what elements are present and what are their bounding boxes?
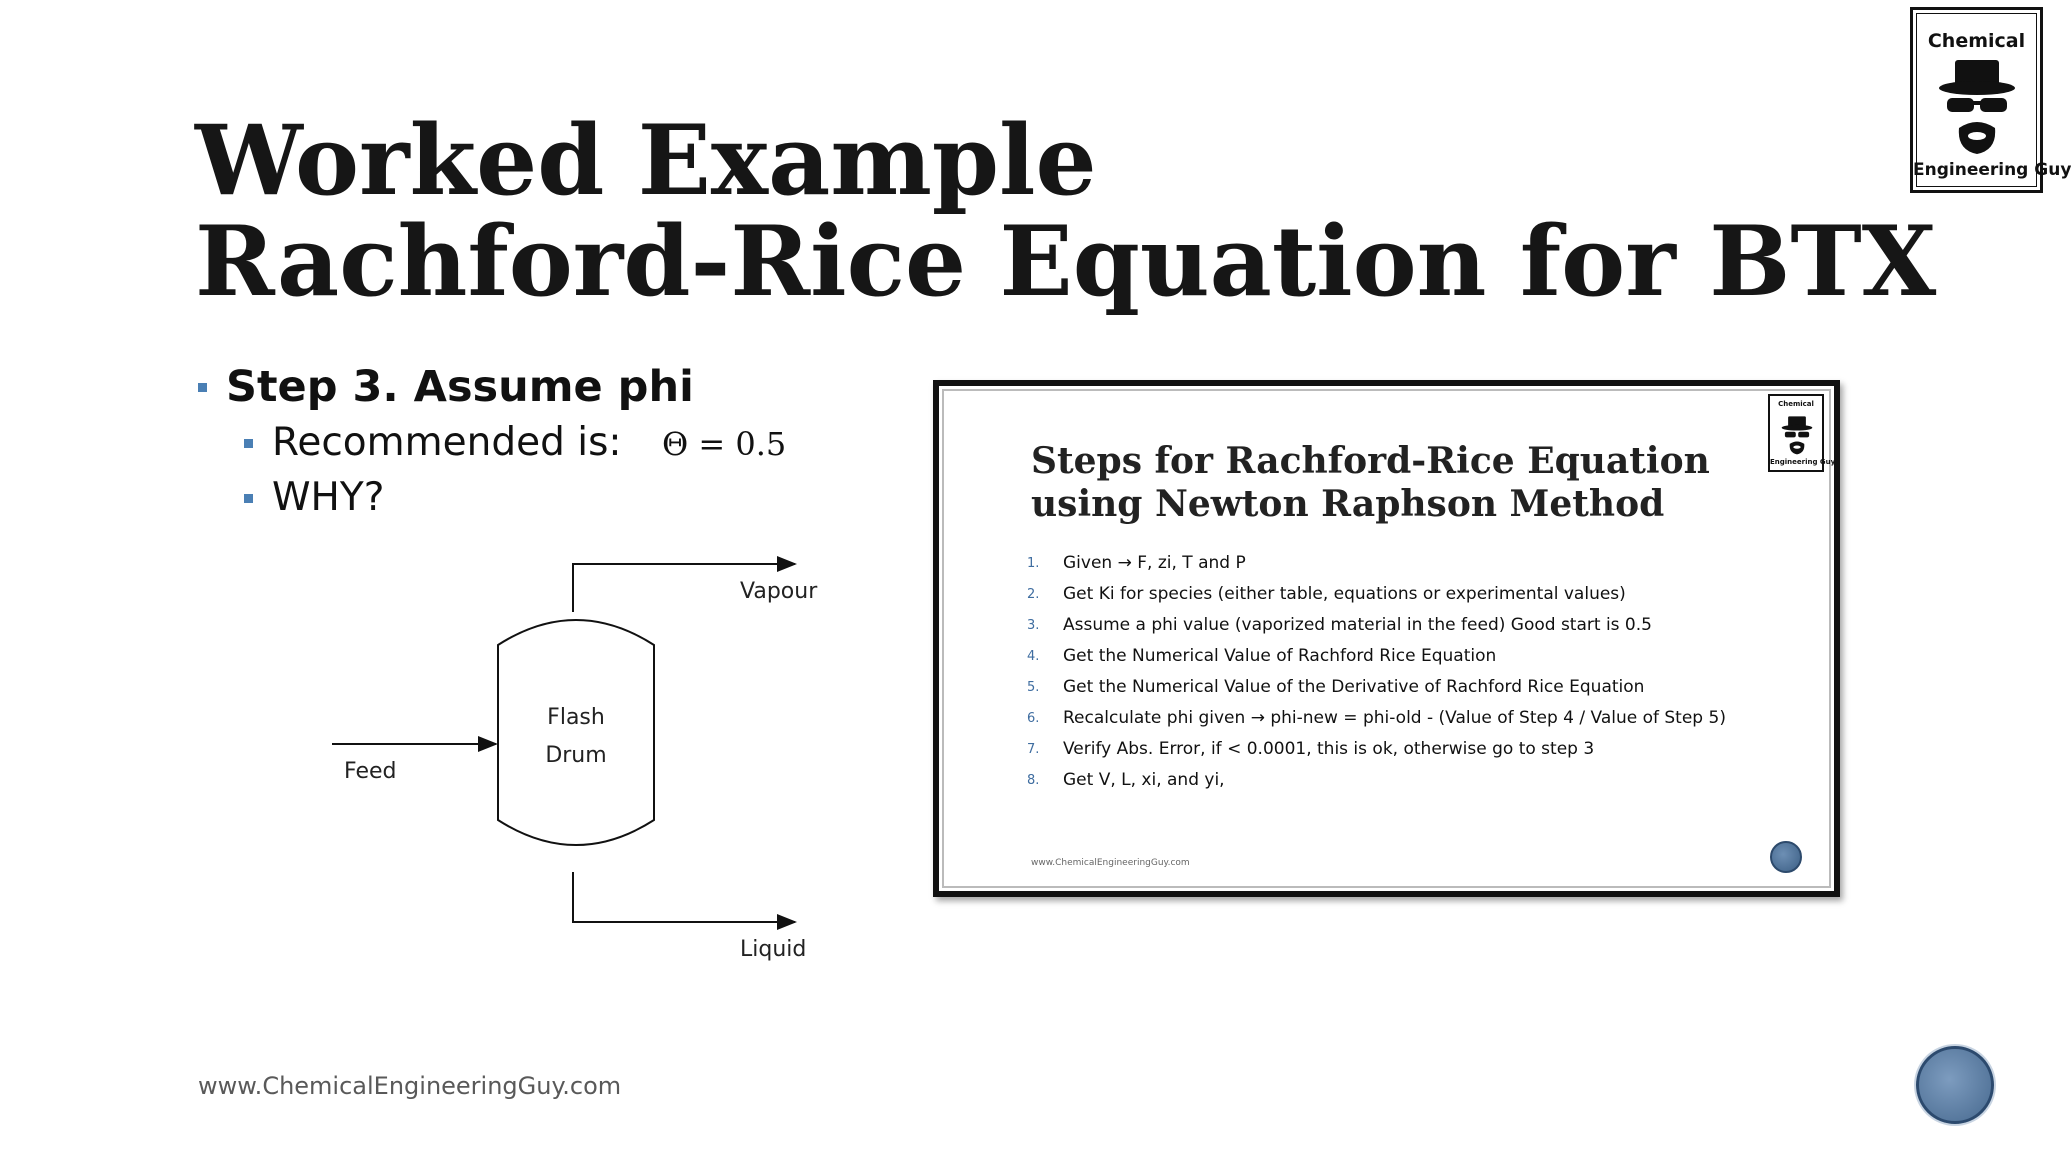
list-item — [1027, 610, 1726, 641]
step-text: Get the Numerical Value of the Derivative of Rachford Rice Equation — [1063, 677, 1645, 697]
sub-bullet-recommended-text: Recommended is: — [272, 420, 622, 465]
vessel-label-flash: Flash — [547, 705, 605, 730]
list-item — [1027, 641, 1726, 672]
step-text: Get the Numerical Value of Rachford Rice Equation — [1063, 646, 1497, 666]
vapour-label: Vapour — [740, 579, 818, 604]
logo-text-top: Chemical — [1927, 30, 2026, 52]
sub-bullet-why — [196, 471, 786, 525]
step-number: 3. — [1027, 618, 1040, 633]
step-text: Assume a phi value (vaporized material in the feed) Good start is 0.5 — [1063, 615, 1652, 635]
list-item — [1027, 579, 1726, 610]
step-number: 5. — [1027, 680, 1040, 695]
inset-logo-text-bottom: Engineering Guy — [1770, 458, 1836, 466]
inset-title-line-2: using Newton Raphson Method — [1031, 483, 1665, 525]
inset-title-line-1: Steps for Rachford-Rice Equation — [1031, 440, 1710, 482]
title-line-2: Rachford-Rice Equation for BTX — [195, 205, 1937, 318]
chemical-engineering-guy-logo — [1910, 7, 2071, 193]
step-text: Given → F, zi, T and P — [1063, 553, 1246, 573]
step-number: 4. — [1027, 649, 1040, 664]
step-text: Recalculate phi given → phi-new = phi-old - (Value of Step 4 / Value of Step 5) — [1063, 708, 1726, 728]
step-text: Verify Abs. Error, if < 0.0001, this is ok, otherwise go to step 3 — [1063, 739, 1595, 759]
step-text: Get V, L, xi, and yi, — [1063, 770, 1225, 790]
list-item — [1027, 703, 1726, 734]
flash-drum-diagram — [320, 550, 840, 970]
slide-title — [195, 104, 1937, 318]
step-text: Get Ki for species (either table, equations or experimental values) — [1063, 584, 1626, 604]
liquid-outlet-line — [573, 872, 795, 922]
heisenberg-icon — [1937, 54, 2017, 158]
bullet-marker-icon — [244, 494, 253, 503]
inset-slide-image — [933, 380, 1840, 897]
sub-bullet-why-text: WHY? — [272, 475, 385, 520]
inset-logo-text-top: Chemical — [1778, 400, 1814, 408]
list-item — [1027, 765, 1726, 796]
inset-logo — [1768, 394, 1836, 472]
list-item — [1027, 734, 1726, 765]
feed-label: Feed — [344, 759, 397, 784]
inset-steps-list — [1027, 548, 1726, 796]
vessel-label-drum: Drum — [545, 743, 607, 768]
sub-bullet-recommended — [196, 416, 786, 471]
title-line-1: Worked Example — [195, 104, 1097, 217]
footer-url: www.ChemicalEngineeringGuy.com — [198, 1072, 622, 1100]
list-item — [1027, 548, 1726, 579]
step-number: 8. — [1027, 773, 1040, 788]
flash-drum-vessel — [498, 620, 654, 845]
bullet-step-3 — [196, 358, 786, 416]
theta-equation: Θ = 0.5 — [661, 425, 787, 463]
logo-text-bottom: Engineering Guy — [1913, 160, 2071, 180]
liquid-label: Liquid — [740, 937, 807, 962]
heisenberg-icon — [1780, 414, 1814, 456]
step-number: 6. — [1027, 711, 1040, 726]
bullet-step-3-text: Step 3. Assume phi — [226, 362, 694, 412]
list-item — [1027, 672, 1726, 703]
inset-nav-circle-icon — [1770, 841, 1802, 873]
inset-footer-url: www.ChemicalEngineeringGuy.com — [1031, 858, 1190, 868]
bullet-list — [196, 358, 786, 525]
step-number: 2. — [1027, 587, 1040, 602]
step-number: 7. — [1027, 742, 1040, 757]
bullet-marker-icon — [244, 439, 253, 448]
bullet-marker-icon — [198, 383, 207, 392]
step-number: 1. — [1027, 556, 1040, 571]
inset-title — [1031, 440, 1710, 526]
slide-nav-circle-icon[interactable] — [1916, 1046, 1994, 1124]
